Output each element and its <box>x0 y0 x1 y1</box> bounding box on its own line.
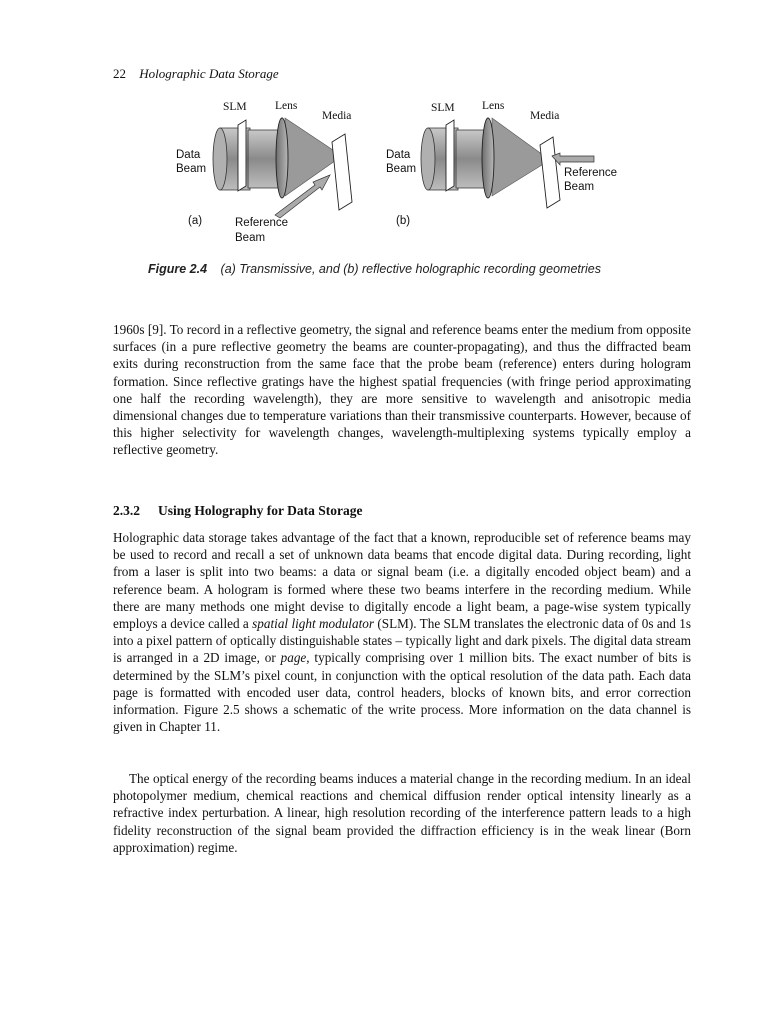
section-title: Using Holography for Data Storage <box>158 503 363 518</box>
emphasis-term: page <box>280 650 307 666</box>
panel-b-label: (b) <box>396 215 411 227</box>
running-head <box>113 66 279 82</box>
emphasis-term: spatial light modulator <box>252 616 374 632</box>
data-beam-end <box>421 128 435 190</box>
section-number: 2.3.2 <box>113 503 140 518</box>
text-run: , typically comprising over 1 million bits. The exact number of bits is determined by the SLM’s pixel count, in conjunction with the optical resolution of the data path. Each data page is formatted with encoded user data, control headers, blocks of known bits, and error correction information. Figure 2.5 shows a schematic of the write process. More information on the data channel is given in Chapter 11. <box>113 650 691 735</box>
lens-element <box>276 118 288 198</box>
book-title: Holographic Data Storage <box>139 66 279 81</box>
slm-label: SLM <box>431 102 455 114</box>
paragraph <box>113 321 691 459</box>
lens-body <box>456 130 486 188</box>
lens-label: Lens <box>482 100 505 112</box>
reference-beam-label-2: Beam <box>564 181 595 193</box>
page-number: 22 <box>113 66 126 81</box>
data-beam-label-1: Data <box>176 149 201 161</box>
text-run: Holographic data storage takes advantage of the fact that a known, reproducible set of reference beams may be used to record and recall a set of unknown data beams that encode digital data. During recording, light from a laser is split into two beams: a data or signal beam (i.e. a digitally encoded object beam) and a reference beam. A hologram is formed where these two beams interfere in the recording medium. While there are many methods one might devise to digitally encode a light beam, a page-wise system typically employs a device called a <box>113 530 691 632</box>
paragraph-text: The optical energy of the recording beams induces a material change in the recording medium. In an ideal photopolymer medium, chemical reactions and chemical diffusion render optical intensity linearly as a refractive index perturbation. A linear, high resolution recording of the interference pattern leads to a high fidelity reconstruction of the signal beam provided the diffraction efficiency is in the weak linear (Born approximation) regime. <box>113 771 691 855</box>
caption-text: (a) Transmissive, and (b) reflective holographic recording geometries <box>220 262 602 276</box>
reference-beam-label-1: Reference <box>564 167 618 179</box>
slm-plate <box>238 120 246 191</box>
figure-caption <box>148 262 601 276</box>
caption-number: Figure 2.4 <box>148 262 208 276</box>
paragraph-text <box>113 529 691 735</box>
paragraph <box>113 529 691 735</box>
lens-label: Lens <box>275 100 298 112</box>
text-run: (SLM). The SLM translates the electronic data of 0s and 1s into a pixel pattern of optically distinguishable states – typically light and dark pixels. The digital data stream is arranged in a 2D image, or <box>113 616 691 666</box>
media-plate <box>540 137 560 208</box>
paragraph-text: 1960s [9]. To record in a reflective geometry, the signal and reference beams enter the medium from opposite surfaces (in a pure reflective geometry the beams are counter-propagating), and thus the diffracted beam exits during reconstruction from the same face that the probe beam (reference) enters during hologram formation. Since reflective gratings have the highest spatial frequencies (with fringe period approximating one half the recording wavelength), they are more sensitive to wavelength and anisotropic media dimensional changes due to temperature variations than their transmissive counterparts. However, because of this higher selectivity for wavelength changes, wavelength-multiplexing systems typically employ a reflective geometry. <box>113 322 691 458</box>
panel-a-label: (a) <box>188 215 203 227</box>
data-beam-label-1: Data <box>386 149 411 161</box>
lens-element <box>482 118 494 198</box>
media-label: Media <box>530 110 560 122</box>
data-beam-label-2: Beam <box>386 163 417 175</box>
reference-beam-label-2: Beam <box>235 232 266 244</box>
slm-label: SLM <box>223 101 247 113</box>
lens-body <box>248 130 280 188</box>
panel-a <box>176 100 352 244</box>
data-beam-end <box>213 128 227 190</box>
data-beam-label-2: Beam <box>176 163 207 175</box>
reference-beam-label-1: Reference <box>235 217 289 229</box>
paragraph <box>113 770 691 856</box>
slm-plate <box>446 120 454 191</box>
panel-b <box>386 100 617 227</box>
media-plate <box>332 134 352 210</box>
section-heading <box>113 503 363 519</box>
media-label: Media <box>322 110 352 122</box>
reference-beam-arrow <box>552 153 594 165</box>
figure-2-4 <box>110 90 670 260</box>
